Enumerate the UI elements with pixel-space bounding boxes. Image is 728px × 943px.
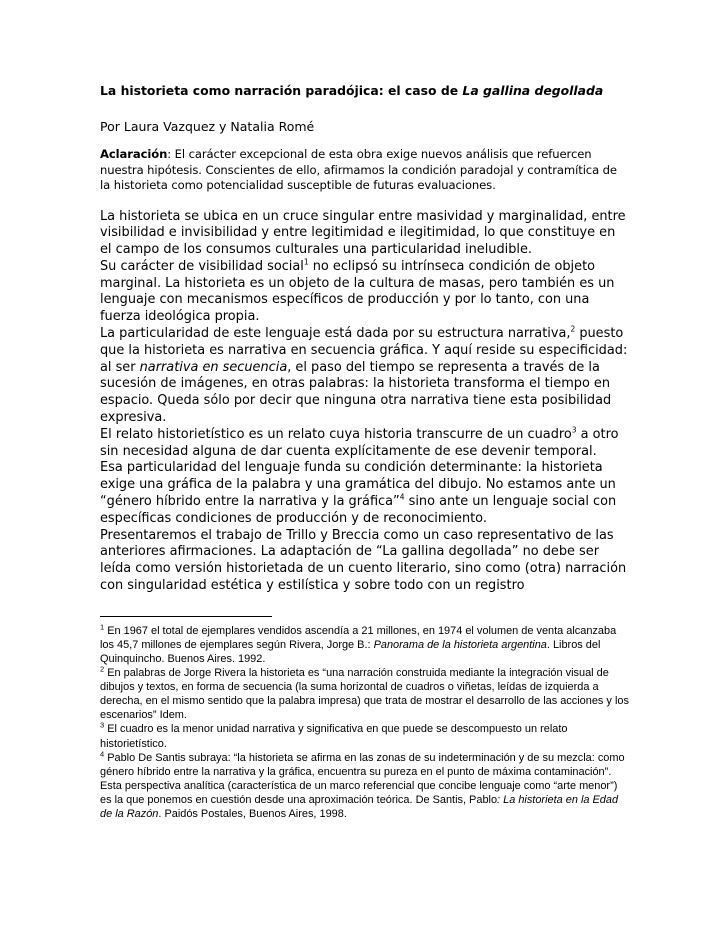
footnote-4-number: 4 — [100, 749, 105, 759]
footnote-2-number: 2 — [100, 664, 105, 674]
footnote-ref-2[interactable]: 2 — [570, 324, 576, 334]
paragraph-3-text-c: , el paso del tiempo se representa a través de la sucesión de imágenes, en otras palabras: la historieta transforma el tiempo en espacio. Queda sólo por decir que ninguna otra narrativa tiene esta posibilidad expresiva. — [100, 359, 612, 426]
footnote-3-number: 3 — [100, 720, 105, 730]
authors-line: Por Laura Vazquez y Natalia Romé — [100, 119, 315, 134]
paragraph-3 — [100, 326, 630, 427]
clarification-label: Aclaración — [100, 147, 168, 161]
footnote-ref-1[interactable]: 1 — [303, 257, 309, 267]
footnote-1-number: 1 — [100, 622, 105, 632]
footnote-4-italic: : La historieta en la Edad de la Razón — [100, 793, 619, 821]
paragraph-4-text-a: El relato historietístico es un relato cuya historia transcurre de un cuadro — [100, 426, 572, 442]
paragraph-2-text-a: Su carácter de visibilidad social — [100, 258, 304, 274]
footnote-4-text-b: . Paidós Postales, Buenos Aires, 1998. — [158, 808, 347, 821]
footnote-4 — [100, 751, 630, 821]
document-page — [100, 81, 630, 821]
paragraph-5 — [100, 460, 630, 527]
footnote-ref-4[interactable]: 4 — [399, 492, 405, 502]
paragraph-5-text-a: Esa particularidad del lenguaje funda su condición determinante: la historieta exige una gráfica de la palabra y una gramática del dibujo. No estamos ante un “género híbrido entre la narrativa y la gráfica” — [100, 460, 616, 510]
paragraph-3-emphasis: narrativa en secuencia — [139, 359, 288, 375]
footnote-3-text: El cuadro es la menor unidad narrativa y significativa en que puede se descompuesto un relato historietístico. — [100, 723, 568, 750]
title-main: La historieta como narración paradójica: el caso de — [100, 83, 463, 98]
clarification-text: : El carácter excepcional de esta obra exige nuevos análisis que refuercen nuestra hipótesis. Conscientes de ello, afirmamos la condición paradojal y contramítica de la historieta como potencialidad susceptible de futuras evaluaciones. — [100, 147, 617, 192]
footnote-separator — [100, 616, 272, 617]
paragraph-5-text-b: sino ante un lenguaje social con específicas condiciones de producción y de reconocimiento. — [100, 494, 617, 526]
paragraph-1: La historieta se ubica en un cruce singular entre masividad y marginalidad, entre visibilidad e invisibilidad y entre legitimidad e ilegitimidad, lo que constituye en el campo de los consumos culturales una particularidad ineludible. — [100, 208, 626, 258]
paragraph-2-text-b: no eclipsó su intrínseca condición de objeto marginal. La historieta es un objeto de la cultura de masas, pero también es un lenguaje con mecanismos específicos de producción y por lo tanto, con una fuerza ideológica propia. — [100, 258, 615, 325]
body-text — [100, 209, 630, 595]
clarification-note — [100, 147, 630, 194]
document-title — [100, 81, 630, 100]
paragraph-4 — [100, 427, 630, 461]
paragraph-3-text-a: La particularidad de este lenguaje está dada por su estructura narrativa, — [100, 326, 571, 342]
footnote-1-italic: Panorama de la historieta argentina — [373, 638, 547, 651]
footnote-ref-3[interactable]: 3 — [571, 425, 577, 435]
footnote-3 — [100, 722, 630, 750]
footnote-1-text-a: En 1967 el total de ejemplares vendidos ascendía a 21 millones, en 1974 el volumen de venta alcanzaba los 45,7 millones de ejemplares según Rivera, Jorge B.: — [100, 624, 617, 651]
title-italic: La gallina degollada — [462, 83, 604, 98]
footnote-1-text-b: . Libros del Quinquincho. Buenos Aires. 1992. — [100, 638, 601, 666]
footnote-4-text-a: Pablo De Santis subraya: “la historieta se afirma en las zonas de su indeterminación y de su mezcla: como género híbrido entre la narrativa y la gráfica, encuentra su pureza en el punto de máxima contaminación”. Esta perspectiva analítica (característica de un marco referencial que concibe lenguaje como “arte menor”) es la que ponemos en cuestión desde una aproximación teórica. De Santis, Pablo — [100, 751, 625, 806]
paragraph-4-text-b: a otro sin necesidad alguna de dar cuenta explícitamente de ese devenir temporal. — [100, 426, 619, 459]
paragraph-6: Presentaremos el trabajo de Trillo y Breccia como un caso representativo de las anteriores afirmaciones. La adaptación de “La gallina degollada” no debe ser leída como versión historietada de un cuento literario, sino como (otra) narración con singularidad estética y estilística y sobre todo con un registro — [100, 527, 627, 594]
footnotes — [100, 624, 630, 821]
footnote-2-text: En palabras de Jorge Rivera la historieta es “una narración construida mediante la integración visual de dibujos y textos, en forma de secuencia (la suma horizontal de cuadros o viñetas, leídas de izquierda a derecha, en el mismo sentido que la palabra impresa) que trata de mostrar el desarrollo de las acciones y los escenarios” Idem. — [100, 667, 629, 722]
paragraph-2 — [100, 259, 630, 326]
footnote-2 — [100, 666, 630, 722]
footnote-1 — [100, 624, 630, 666]
paragraph-3-text-b: puesto que la historieta es narrativa en secuencia gráfica. Y aquí reside su especificidad: al ser — [100, 326, 628, 375]
